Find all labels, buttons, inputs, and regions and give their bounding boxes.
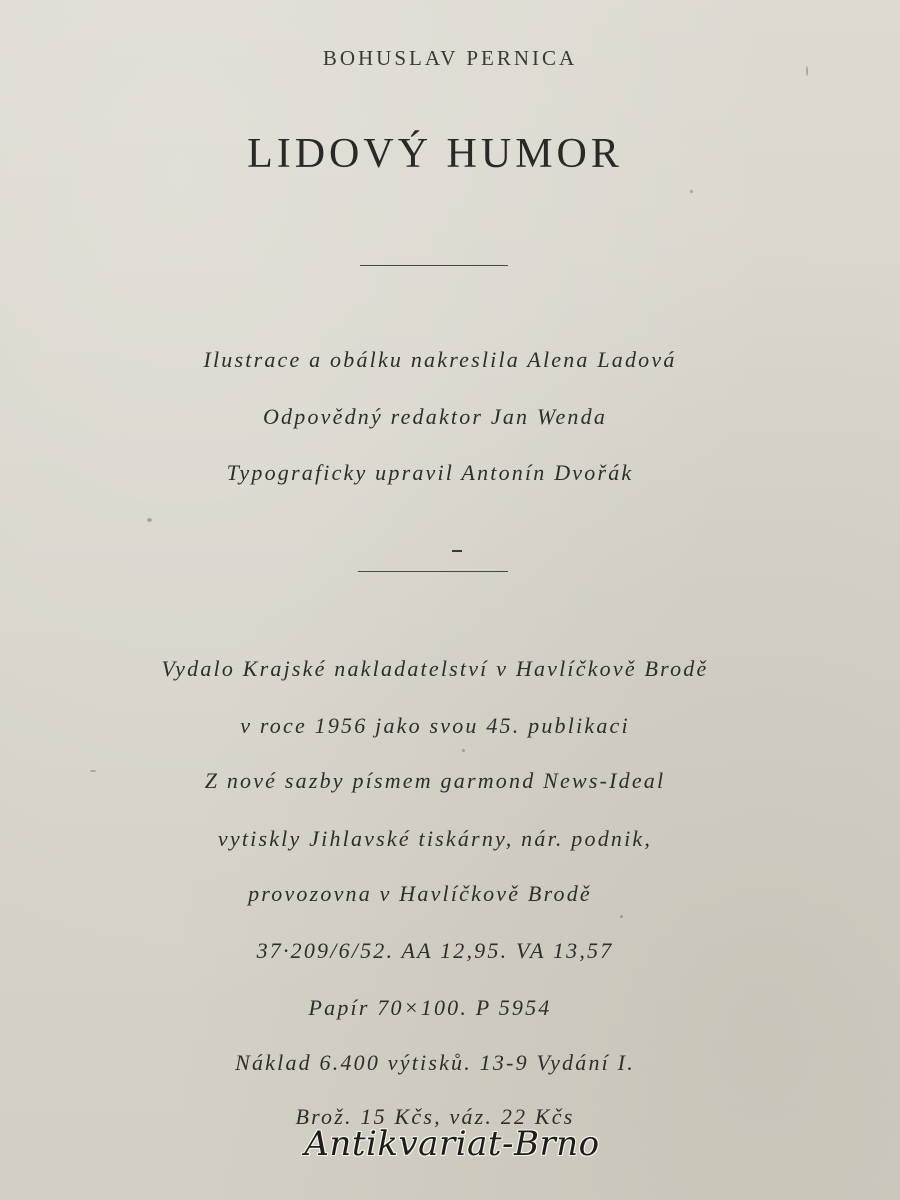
paper-speck	[806, 66, 808, 76]
divider-bottom	[358, 571, 508, 572]
paper-speck	[690, 190, 693, 193]
imprint-line-codes: 37·209/6/52. AA 12,95. VA 13,57	[256, 938, 614, 963]
credit-illustrator: Ilustrace a obálku nakreslila Alena Ladová	[203, 347, 677, 372]
small-dash-mark	[452, 550, 462, 552]
credit-typographer: Typograficky upravil Antonín Dvořák	[226, 460, 634, 485]
book-title: LIDOVÝ HUMOR	[247, 131, 623, 177]
imprint-line-print-run: Náklad 6.400 výtisků. 13-9 Vydání I.	[235, 1050, 635, 1075]
paper-speck	[147, 518, 152, 522]
paper-speck	[90, 770, 96, 772]
imprint-line-typeface: Z nové sazby písmem garmond News-Ideal	[204, 768, 666, 793]
imprint-line-printer: vytiskly Jihlavské tiskárny, nár. podnik,	[217, 826, 653, 851]
paper-speck	[620, 915, 623, 918]
credit-editor: Odpovědný redaktor Jan Wenda	[262, 404, 608, 429]
paper-speck	[462, 749, 465, 752]
imprint-line-paper: Papír 70×100. P 5954	[308, 995, 552, 1020]
watermark-text: Antikvariat-Brno	[304, 1124, 600, 1164]
imprint-line-publisher: Vydalo Krajské nakladatelství v Havlíčkově Brodě	[161, 656, 709, 681]
imprint-line-year: v roce 1956 jako svou 45. publikaci	[240, 713, 630, 738]
imprint-line-plant: provozovna v Havlíčkově Brodě	[248, 881, 592, 906]
author-name: BOHUSLAV PERNICA	[322, 46, 578, 70]
imprint-line-price: Brož. 15 Kčs, váz. 22 Kčs	[295, 1104, 575, 1129]
divider-top	[360, 265, 508, 266]
